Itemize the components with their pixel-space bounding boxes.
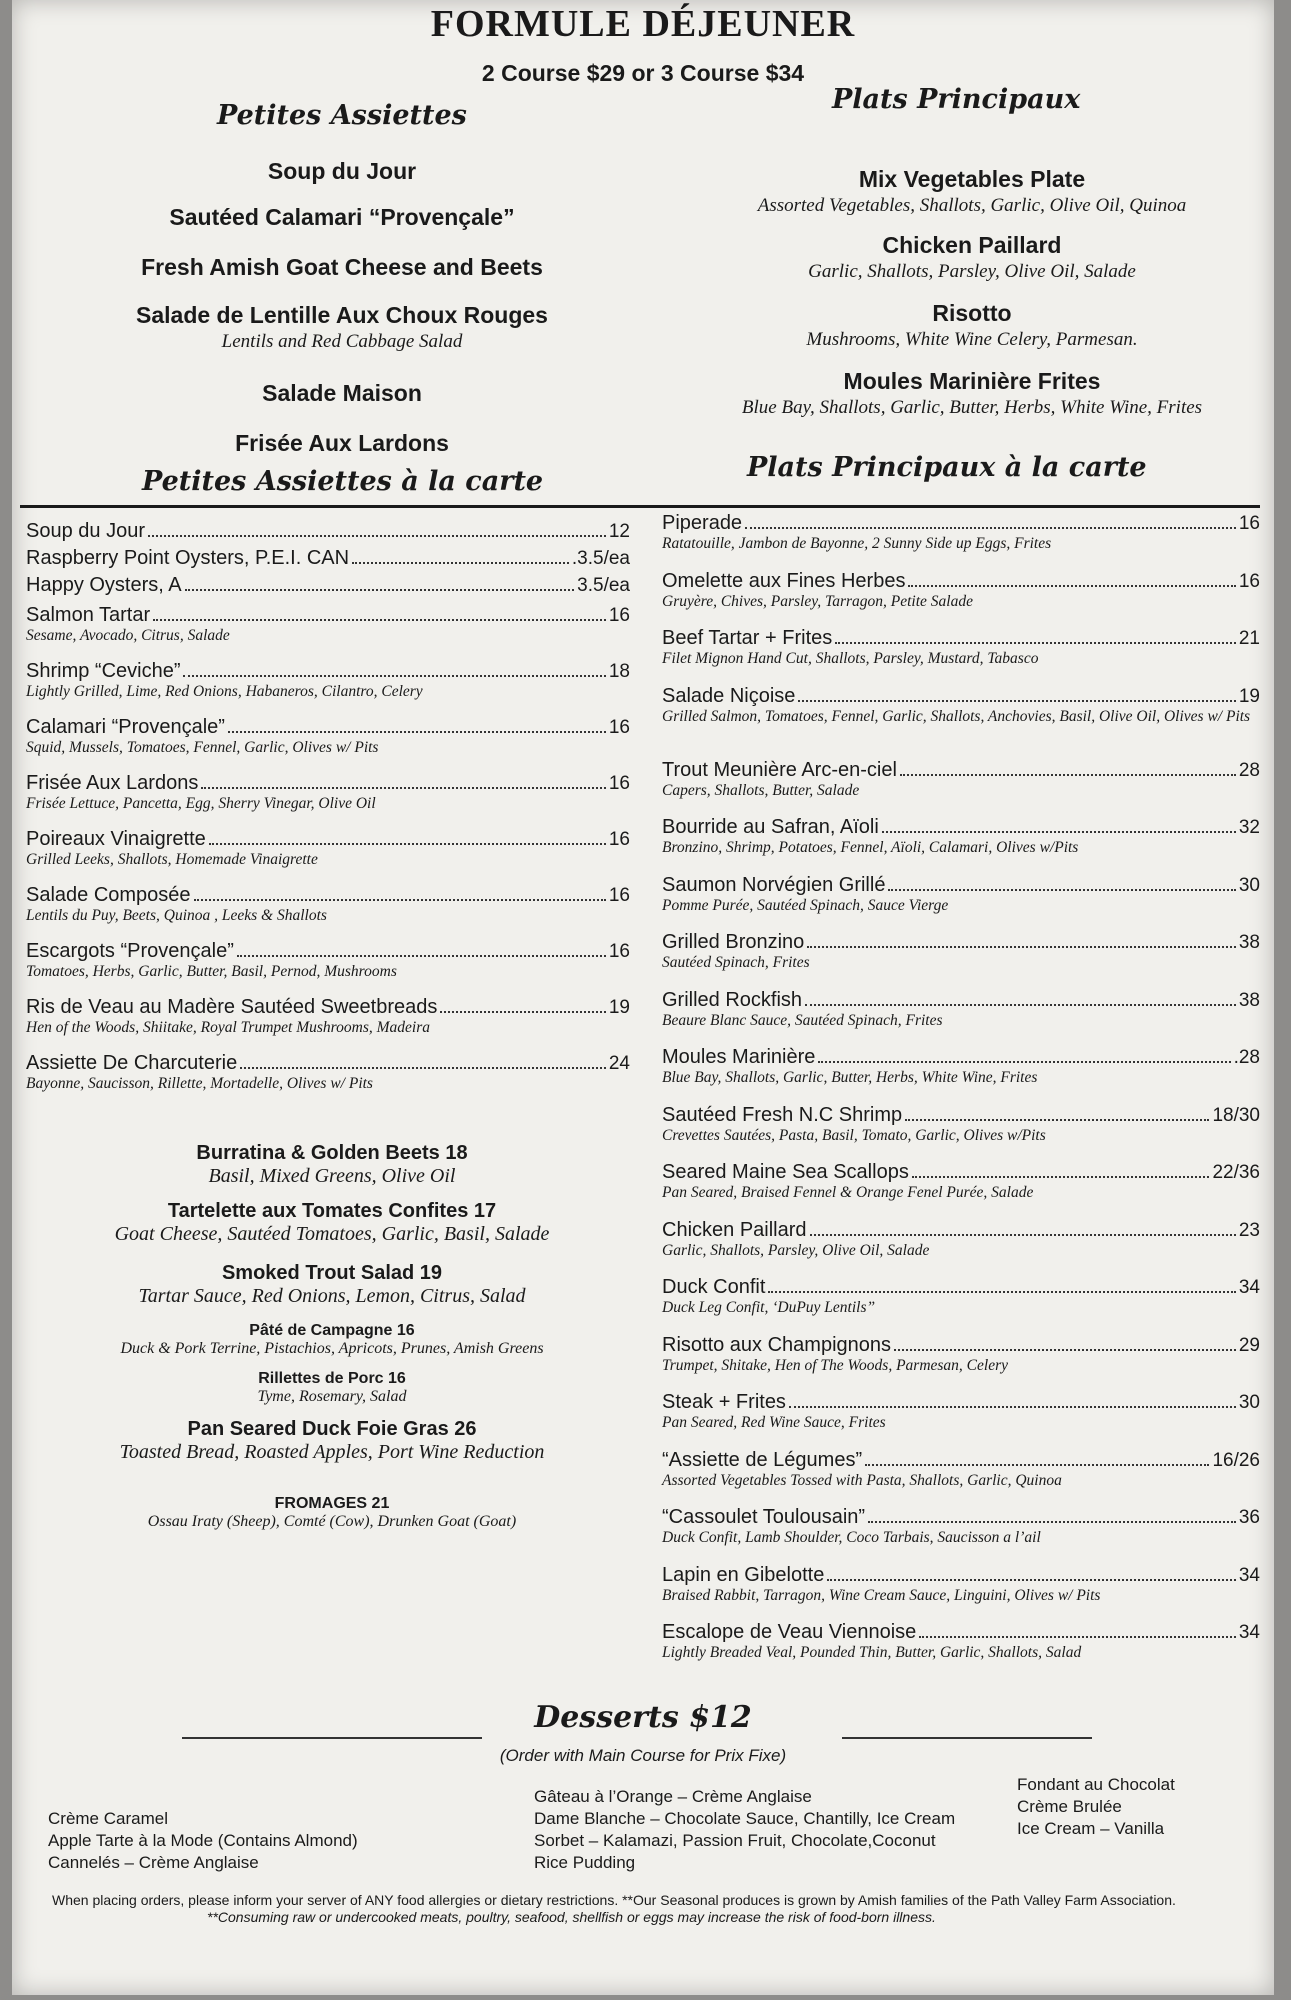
menu-item [26, 828, 630, 884]
item-name: Seared Maine Sea Scallops [662, 1161, 909, 1183]
dot-leader [798, 700, 1235, 702]
fixe-item-name: Chicken Paillard [882, 232, 1062, 258]
item-desc: Lightly Grilled, Lime, Red Onions, Habaneros, Cilantro, Celery [26, 683, 423, 700]
special-item [52, 1142, 612, 1188]
item-desc: Blue Bay, Shallots, Garlic, Butter, Herbs, White Wine, Frites [662, 1069, 1038, 1086]
item-name: Steak + Frites [662, 1391, 786, 1413]
menu-item [662, 989, 1260, 1047]
item-price: 18 [608, 661, 630, 682]
item-price: 12 [608, 521, 630, 542]
section-divider [20, 505, 1260, 508]
item-name: Piperade [662, 512, 743, 534]
dessert-column-2 [534, 1786, 955, 1874]
item-desc: Duck Confit, Lamb Shoulder, Coco Tarbais, Saucisson a l’ail [662, 1529, 1041, 1546]
item-price: 22/36 [1212, 1162, 1260, 1183]
fixe-item-name: Salade de Lentille Aux Choux Rouges [136, 302, 548, 328]
item-name: Moules Marinière [662, 1046, 816, 1068]
dot-leader [919, 1636, 1236, 1638]
menu-item [26, 884, 630, 940]
item-name: Raspberry Point Oysters, P.E.I. CAN [26, 547, 350, 569]
item-name: Salmon Tartar [26, 604, 151, 626]
menu-item [26, 772, 630, 828]
item-price: 16 [608, 941, 630, 962]
special-desc: Tartar Sauce, Red Onions, Lemon, Citrus, Salad [138, 1285, 526, 1307]
item-desc: Duck Leg Confit, ‘DuPuy Lentils” [662, 1299, 876, 1316]
fixe-item [72, 302, 612, 353]
menu-item [662, 570, 1260, 628]
menu-item [662, 1334, 1260, 1392]
fixe-item [72, 254, 612, 281]
item-desc: Frisée Lettuce, Pancetta, Egg, Sherry Vinegar, Olive Oil [26, 795, 376, 812]
dessert-item: Gâteau à l’Orange – Crème Anglaise [534, 1787, 812, 1806]
fixe-item [72, 430, 612, 457]
dot-leader [827, 1579, 1236, 1581]
item-desc: Grilled Leeks, Shallots, Homemade Vinaigrette [26, 851, 318, 868]
menu-item [662, 1506, 1260, 1564]
item-name: “Cassoulet Toulousain” [662, 1506, 866, 1528]
item-price: 16 [608, 605, 630, 626]
item-price: 16 [1238, 513, 1260, 534]
item-desc: Bayonne, Saucisson, Rillette, Mortadelle, Olives w/ Pits [26, 1075, 373, 1092]
dot-leader [912, 1176, 1210, 1178]
fixe-item-name: Moules Marinière Frites [843, 368, 1101, 394]
fixe-item [692, 232, 1252, 283]
item-price: 16 [1238, 570, 1260, 592]
special-desc: Tyme, Rosemary, Salad [257, 1388, 407, 1405]
item-price: 21 [1238, 628, 1260, 649]
item-desc: Lentils du Puy, Beets, Quinoa , Leeks & Shallots [26, 907, 327, 924]
section-heading-principaux: Plats Principaux [832, 84, 1081, 115]
dot-leader [440, 1011, 605, 1013]
fixe-item-desc: Mushrooms, White Wine Celery, Parmesan. [806, 329, 1138, 350]
principaux-carte-list [662, 512, 1260, 1679]
section-heading-principaux-carte: Plats Principaux à la carte [747, 452, 1147, 483]
dot-leader [201, 787, 606, 789]
special-name: Smoked Trout Salad 19 [221, 1262, 443, 1284]
special-desc: Goat Cheese, Sautéed Tomatoes, Garlic, Basil, Salade [114, 1223, 550, 1245]
item-price: 29 [1238, 1334, 1260, 1356]
menu-item [662, 1219, 1260, 1277]
item-name: Calamari “Provençale” [26, 716, 225, 738]
dessert-item: Cannelés – Crème Anglaise [48, 1853, 259, 1872]
item-price: 16 [608, 773, 630, 794]
item-desc: Beaure Blanc Sauce, Sautéed Spinach, Frites [662, 1011, 943, 1029]
item-desc: Gruyère, Chives, Parsley, Tarragon, Petite Salade [662, 592, 973, 610]
item-desc: Squid, Mussels, Tomatoes, Fennel, Garlic, Olives w/ Pits [26, 739, 379, 756]
dot-leader [745, 527, 1236, 529]
item-price: 34 [1238, 1277, 1260, 1298]
item-desc: Pan Seared, Braised Fennel & Orange Fenel Purée, Salade [662, 1184, 1034, 1201]
item-name: Happy Oysters, A [26, 574, 182, 596]
dessert-rule-left [182, 1737, 482, 1739]
item-name: Omelette aux Fines Herbes [662, 569, 906, 592]
menu-item [662, 1276, 1260, 1334]
item-name: Escargots “Provençale” [26, 940, 234, 962]
special-desc: Toasted Bread, Roasted Apples, Port Wine Reduction [119, 1441, 545, 1463]
menu-item [26, 520, 630, 547]
item-price: 19 [608, 997, 630, 1018]
dot-leader [240, 1067, 606, 1069]
item-name: Grilled Rockfish [662, 988, 803, 1011]
dessert-item: Sorbet – Kalamazi, Passion Fruit, Chocolate,Coconut [534, 1831, 936, 1850]
item-name: Frisée Aux Lardons [26, 772, 199, 794]
item-price: 23 [1238, 1219, 1260, 1241]
dessert-item: Fondant au Chocolat [1017, 1775, 1175, 1794]
special-item [52, 1200, 612, 1246]
special-name: FROMAGES 21 [274, 1495, 390, 1512]
item-price: .28 [1233, 1047, 1260, 1068]
item-name: Escalope de Veau Viennoise [662, 1621, 917, 1643]
item-price: 16 [608, 829, 630, 850]
section-heading-petites: Petites Assiettes [217, 100, 467, 131]
special-desc: Basil, Mixed Greens, Olive Oil [208, 1165, 456, 1187]
section-heading-petites-carte: Petites Assiettes à la carte [142, 466, 544, 497]
fixe-item-name: Mix Vegetables Plate [858, 166, 1086, 192]
special-name: Pan Seared Duck Foie Gras 26 [187, 1418, 477, 1440]
item-name: Duck Confit [662, 1276, 766, 1298]
menu-item [662, 816, 1260, 874]
fixe-item-name: Sautéed Calamari “Provençale” [169, 204, 515, 230]
item-name: Trout Meunière Arc-en-ciel [662, 758, 897, 781]
item-name: Chicken Paillard [662, 1218, 807, 1241]
fixe-item-desc: Lentils and Red Cabbage Salad [221, 331, 463, 352]
dot-leader [194, 899, 606, 901]
dot-leader [352, 562, 569, 564]
dessert-rule-right [842, 1737, 1092, 1739]
menu-item [662, 1104, 1260, 1162]
item-price: 18/30 [1212, 1104, 1260, 1126]
item-name: Bourride au Safran, Aïoli [662, 816, 879, 838]
special-item [52, 1370, 612, 1406]
dot-leader [805, 1004, 1236, 1006]
dessert-column-3 [1017, 1774, 1175, 1840]
item-price: 30 [1238, 874, 1260, 896]
item-name: Beef Tartar + Frites [662, 627, 833, 649]
item-desc: Bronzino, Shrimp, Potatoes, Fennel, Aïoli, Calamari, Olives w/Pits [662, 839, 1079, 856]
item-name: Salade Composée [26, 884, 191, 906]
menu-item [26, 574, 630, 604]
fixe-item-name: Risotto [932, 300, 1012, 326]
item-desc: Ratatouille, Jambon de Bayonne, 2 Sunny Side up Eggs, Frites [662, 535, 1052, 552]
item-price: .3.5/ea [571, 548, 630, 569]
menu-item [662, 1564, 1260, 1622]
dot-leader [835, 642, 1236, 644]
special-item [52, 1495, 612, 1531]
menu-item [26, 940, 630, 996]
item-name: Soup du Jour [26, 520, 145, 542]
item-price: 34 [1238, 1564, 1260, 1586]
dot-leader [908, 585, 1235, 587]
item-name: Saumon Norvégien Grillé [662, 873, 886, 896]
item-desc: Tomatoes, Herbs, Garlic, Butter, Basil, Pernod, Mushrooms [26, 963, 397, 980]
item-price: 36 [1238, 1507, 1260, 1528]
item-desc: Garlic, Shallots, Parsley, Olive Oil, Salade [662, 1241, 930, 1259]
item-name: Salade Niçoise [662, 684, 796, 707]
menu-item [662, 1046, 1260, 1104]
special-name: Rillettes de Porc 16 [258, 1370, 406, 1387]
dot-leader [185, 589, 575, 591]
dessert-item: Crème Caramel [48, 1809, 168, 1828]
menu-item [662, 874, 1260, 932]
dot-leader [228, 731, 606, 733]
item-price: 38 [1238, 932, 1260, 953]
item-price: 3.5/ea [577, 575, 630, 596]
desserts-note: (Order with Main Course for Prix Fixe) [499, 1746, 787, 1765]
fixe-item-desc: Blue Bay, Shallots, Garlic, Butter, Herbs, White Wine, Frites [741, 397, 1203, 418]
dot-leader [894, 1349, 1236, 1351]
dot-leader [888, 889, 1235, 891]
menu-item [662, 1449, 1260, 1507]
item-price: 16/26 [1212, 1449, 1260, 1471]
menu-item [662, 512, 1260, 570]
desserts-title: Desserts $12 [534, 1700, 752, 1735]
menu-item [26, 660, 630, 716]
footer-raw-food-warning: **Consuming raw or undercooked meats, poultry, seafood, shellfish or eggs may increase the risk of food-born illness. [207, 1909, 936, 1925]
dot-leader [237, 955, 606, 957]
fixe-item [72, 380, 612, 407]
special-item [52, 1418, 612, 1464]
menu-item [26, 604, 630, 660]
item-desc: Braised Rabbit, Tarragon, Wine Cream Sauce, Linguini, Olives w/ Pits [662, 1586, 1101, 1604]
dot-leader [183, 675, 605, 677]
item-desc: Sautéed Spinach, Frites [662, 954, 810, 971]
menu-item [662, 685, 1260, 759]
fixe-item-desc: Garlic, Shallots, Parsley, Olive Oil, Salade [808, 261, 1136, 282]
dessert-column-1 [48, 1808, 358, 1874]
item-desc: Crevettes Sautées, Pasta, Basil, Tomato, Garlic, Olives w/Pits [662, 1126, 1046, 1144]
special-desc: Duck & Pork Terrine, Pistachios, Apricots, Prunes, Amish Greens [120, 1340, 544, 1357]
dot-leader [868, 1521, 1236, 1523]
item-name: Risotto aux Champignons [662, 1333, 892, 1356]
dot-leader [900, 774, 1236, 776]
fixe-item [692, 300, 1252, 351]
menu-item [662, 759, 1260, 817]
dot-leader [865, 1464, 1209, 1466]
special-item [52, 1322, 612, 1358]
item-desc: Sesame, Avocado, Citrus, Salade [26, 627, 230, 644]
menu-item [26, 716, 630, 772]
dessert-item: Ice Cream – Vanilla [1017, 1819, 1165, 1838]
item-price: 28 [1238, 759, 1260, 781]
item-name: Poireaux Vinaigrette [26, 828, 206, 850]
item-desc: Grilled Salmon, Tomatoes, Fennel, Garlic, Shallots, Anchovies, Basil, Olive Oil, Olives w/ Pits [662, 707, 1251, 725]
prix-fixe-pricing: 2 Course $29 or 3 Course $34 [481, 60, 805, 86]
item-desc: Assorted Vegetables Tossed with Pasta, Shallots, Garlic, Quinoa [662, 1471, 1062, 1489]
dot-leader [789, 1406, 1236, 1408]
dot-leader [905, 1119, 1209, 1121]
fixe-item-name: Salade Maison [262, 380, 422, 406]
footer-allergy-notice: When placing orders, please inform your server of ANY food allergies or dietary restrictions. **Our Seasonal produces is grown by Amish families of the Path Valley Farm Association. [52, 1892, 1176, 1908]
fixe-item-name: Soup du Jour [267, 158, 417, 184]
item-price: 32 [1238, 817, 1260, 838]
dot-leader [818, 1061, 1230, 1063]
fixe-item-desc: Assorted Vegetables, Shallots, Garlic, Olive Oil, Quinoa [757, 195, 1187, 216]
special-item [52, 1262, 612, 1308]
special-desc: Ossau Iraty (Sheep), Comté (Cow), Drunken Goat (Goat) [147, 1513, 517, 1530]
petites-carte-list [26, 520, 630, 1108]
item-name: Ris de Veau au Madère Sautéed Sweetbreads [26, 996, 438, 1018]
dot-leader [882, 831, 1236, 833]
menu-item [26, 547, 630, 574]
fixe-item [692, 166, 1252, 217]
menu-item [26, 1052, 630, 1108]
item-desc: Lightly Breaded Veal, Pounded Thin, Butter, Garlic, Shallots, Salad [662, 1644, 1082, 1661]
fixe-item-name: Fresh Amish Goat Cheese and Beets [141, 254, 543, 280]
dessert-item: Dame Blanche – Chocolate Sauce, Chantilly, Ice Cream [534, 1809, 956, 1828]
item-name: “Assiette de Légumes” [662, 1448, 863, 1471]
item-name: Shrimp “Ceviche” [26, 660, 181, 682]
item-name: Lapin en Gibelotte [662, 1563, 825, 1586]
item-desc: Pan Seared, Red Wine Sauce, Frites [662, 1414, 886, 1431]
dessert-item: Crème Brulée [1017, 1797, 1122, 1816]
dot-leader [153, 619, 606, 621]
item-desc: Filet Mignon Hand Cut, Shallots, Parsley, Mustard, Tabasco [662, 650, 1039, 667]
fixe-item-name: Frisée Aux Lardons [235, 430, 449, 456]
item-price: 16 [608, 885, 630, 906]
special-name: Burratina & Golden Beets 18 [196, 1142, 468, 1164]
item-desc: Pomme Purée, Sautéed Spinach, Sauce Vierge [662, 896, 949, 914]
item-name: Assiette De Charcuterie [26, 1052, 238, 1074]
dessert-item: Rice Pudding [534, 1853, 636, 1872]
item-price: 16 [608, 717, 630, 738]
dot-leader [768, 1291, 1235, 1293]
special-name: Pâté de Campagne 16 [249, 1322, 415, 1339]
special-name: Tartelette aux Tomates Confites 17 [167, 1200, 497, 1222]
dot-leader [209, 843, 606, 845]
menu-item [662, 1621, 1260, 1679]
dot-leader [810, 1234, 1236, 1236]
fixe-item [692, 368, 1252, 419]
menu-item [662, 627, 1260, 685]
menu-page [12, 0, 1274, 1995]
item-price: 30 [1238, 1392, 1260, 1413]
menu-item [662, 931, 1260, 989]
menu-item [662, 1391, 1260, 1449]
fixe-item [72, 158, 612, 185]
item-price: 24 [608, 1053, 630, 1074]
dot-leader [148, 535, 606, 537]
item-price: 34 [1238, 1622, 1260, 1643]
menu-item [26, 996, 630, 1052]
item-desc: Trumpet, Shitake, Hen of The Woods, Parmesan, Celery [662, 1356, 1008, 1374]
menu-item [662, 1161, 1260, 1219]
fixe-item [72, 204, 612, 231]
item-desc: Hen of the Woods, Shiitake, Royal Trumpet Mushrooms, Madeira [26, 1019, 430, 1036]
item-desc: Capers, Shallots, Butter, Salade [662, 781, 860, 799]
menu-title: FORMULE DÉJEUNER [430, 3, 856, 45]
item-name: Grilled Bronzino [662, 931, 805, 953]
item-price: 19 [1238, 685, 1260, 707]
item-price: 38 [1238, 989, 1260, 1011]
item-name: Sautéed Fresh N.C Shrimp [662, 1103, 903, 1126]
dot-leader [807, 946, 1236, 948]
dessert-item: Apple Tarte à la Mode (Contains Almond) [48, 1831, 358, 1850]
